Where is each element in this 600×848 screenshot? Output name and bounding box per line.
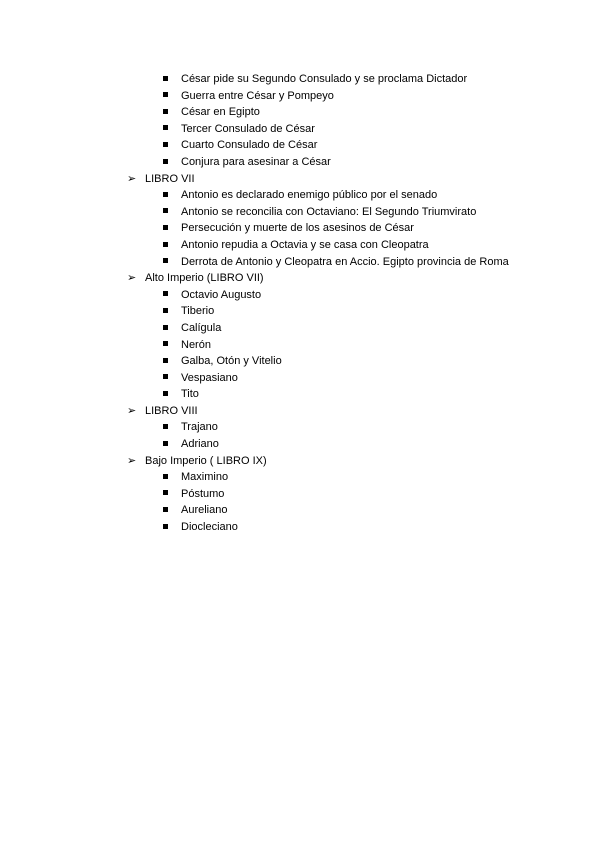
square-bullet-icon <box>163 121 168 138</box>
arrowhead-bullet-icon: ➢ <box>127 404 137 417</box>
outline-item-text: Nerón <box>181 338 211 351</box>
outline-subitem <box>127 502 547 519</box>
square-bullet-icon <box>163 419 168 436</box>
outline-heading-item <box>127 171 547 188</box>
square-bullet-icon <box>163 204 168 221</box>
square-bullet-shape <box>163 125 168 130</box>
outline-item-text: Diocleciano <box>181 521 238 534</box>
outline-item-text: Cuarto Consulado de César <box>181 139 318 152</box>
square-bullet-icon <box>163 220 168 237</box>
outline-item-text: Antonio es declarado enemigo público por el senado <box>181 189 438 202</box>
outline-item-text: Maximino <box>181 471 229 484</box>
outline-item-text: Antonio repudia a Octavia y se casa con Cleopatra <box>181 238 429 251</box>
square-bullet-icon <box>163 303 168 320</box>
outline-item-text: Conjura para asesinar a César <box>181 155 331 168</box>
outline-subitem <box>127 486 547 503</box>
outline-item-text: Galba, Otón y Vitelio <box>181 355 282 368</box>
square-bullet-shape <box>163 308 168 313</box>
square-bullet-icon <box>163 187 168 204</box>
outline-item-text: Alto Imperio (LIBRO VII) <box>145 272 264 285</box>
outline-item-text: Tito <box>181 388 199 401</box>
outline-subitem <box>127 220 547 237</box>
square-bullet-icon <box>163 519 168 536</box>
outline-item-text: César en Egipto <box>181 106 260 119</box>
square-bullet-shape <box>163 374 168 379</box>
arrowhead-bullet-icon: ➢ <box>127 454 137 467</box>
outline-item-text: Calígula <box>181 321 222 334</box>
square-bullet-icon <box>163 469 168 486</box>
square-bullet-shape <box>163 192 168 197</box>
outline-subitem <box>127 353 547 370</box>
square-bullet-shape <box>163 242 168 247</box>
outline-item-text: LIBRO VII <box>145 172 195 185</box>
square-bullet-shape <box>163 391 168 396</box>
square-bullet-shape <box>163 225 168 230</box>
square-bullet-shape <box>163 507 168 512</box>
square-bullet-icon <box>163 502 168 519</box>
square-bullet-icon <box>163 486 168 503</box>
square-bullet-shape <box>163 341 168 346</box>
outline-subitem <box>127 237 547 254</box>
square-bullet-shape <box>163 208 168 213</box>
outline-subitem <box>127 303 547 320</box>
square-bullet-shape <box>163 76 168 81</box>
outline-item-text: Vespasiano <box>181 371 238 384</box>
square-bullet-shape <box>163 142 168 147</box>
arrowhead-bullet-icon: ➢ <box>127 172 137 185</box>
outline-item-text: Persecución y muerte de los asesinos de César <box>181 222 414 235</box>
outline-subitem <box>127 337 547 354</box>
outline-subitem <box>127 154 547 171</box>
outline-item-text: Tiberio <box>181 305 215 318</box>
square-bullet-shape <box>163 291 168 296</box>
outline-item-text: LIBRO VIII <box>145 404 198 417</box>
outline-subitem <box>127 104 547 121</box>
outline-item-text: Póstumo <box>181 487 225 500</box>
square-bullet-icon <box>163 104 168 121</box>
square-bullet-icon <box>163 370 168 387</box>
outline-subitem <box>127 436 547 453</box>
outline-subitem <box>127 137 547 154</box>
square-bullet-shape <box>163 258 168 263</box>
outline-item-text: Derrota de Antonio y Cleopatra en Accio. Egipto provincia de Roma <box>181 255 509 268</box>
square-bullet-icon <box>163 353 168 370</box>
square-bullet-icon <box>163 154 168 171</box>
square-bullet-shape <box>163 358 168 363</box>
outline-heading-item <box>127 453 547 470</box>
outline-list <box>127 71 547 536</box>
outline-heading-item <box>127 403 547 420</box>
square-bullet-icon <box>163 320 168 337</box>
square-bullet-shape <box>163 109 168 114</box>
square-bullet-shape <box>163 490 168 495</box>
square-bullet-icon <box>163 88 168 105</box>
arrowhead-bullet-icon: ➢ <box>127 272 137 285</box>
outline-item-text: Guerra entre César y Pompeyo <box>181 89 334 102</box>
square-bullet-icon <box>163 337 168 354</box>
square-bullet-shape <box>163 92 168 97</box>
outline-item-text: Trajano <box>181 421 218 434</box>
outline-heading-item <box>127 270 547 287</box>
outline-subitem <box>127 204 547 221</box>
square-bullet-icon <box>163 436 168 453</box>
outline-item-text: Antonio se reconcilia con Octaviano: El Segundo Triumvirato <box>181 205 477 218</box>
outline-subitem <box>127 469 547 486</box>
outline-item-text: Bajo Imperio ( LIBRO IX) <box>145 454 267 467</box>
square-bullet-shape <box>163 474 168 479</box>
outline-subitem <box>127 254 547 271</box>
square-bullet-icon <box>163 137 168 154</box>
outline-item-text: Tercer Consulado de César <box>181 122 315 135</box>
outline-subitem <box>127 370 547 387</box>
outline-item-text: Aureliano <box>181 504 228 517</box>
square-bullet-icon <box>163 386 168 403</box>
square-bullet-shape <box>163 325 168 330</box>
outline-subitem <box>127 386 547 403</box>
square-bullet-icon <box>163 254 168 271</box>
square-bullet-icon <box>163 287 168 304</box>
square-bullet-icon <box>163 237 168 254</box>
square-bullet-shape <box>163 424 168 429</box>
outline-subitem <box>127 287 547 304</box>
outline-subitem <box>127 519 547 536</box>
outline-subitem <box>127 121 547 138</box>
square-bullet-shape <box>163 524 168 529</box>
outline-subitem <box>127 71 547 88</box>
square-bullet-icon <box>163 71 168 88</box>
outline-subitem <box>127 419 547 436</box>
outline-item-text: Adriano <box>181 438 219 451</box>
outline-item-text: César pide su Segundo Consulado y se proclama Dictador <box>181 73 468 85</box>
outline-subitem <box>127 320 547 337</box>
square-bullet-shape <box>163 441 168 446</box>
outline-subitem <box>127 187 547 204</box>
square-bullet-shape <box>163 159 168 164</box>
outline-item-text: Octavio Augusto <box>181 288 262 301</box>
outline-subitem <box>127 88 547 105</box>
